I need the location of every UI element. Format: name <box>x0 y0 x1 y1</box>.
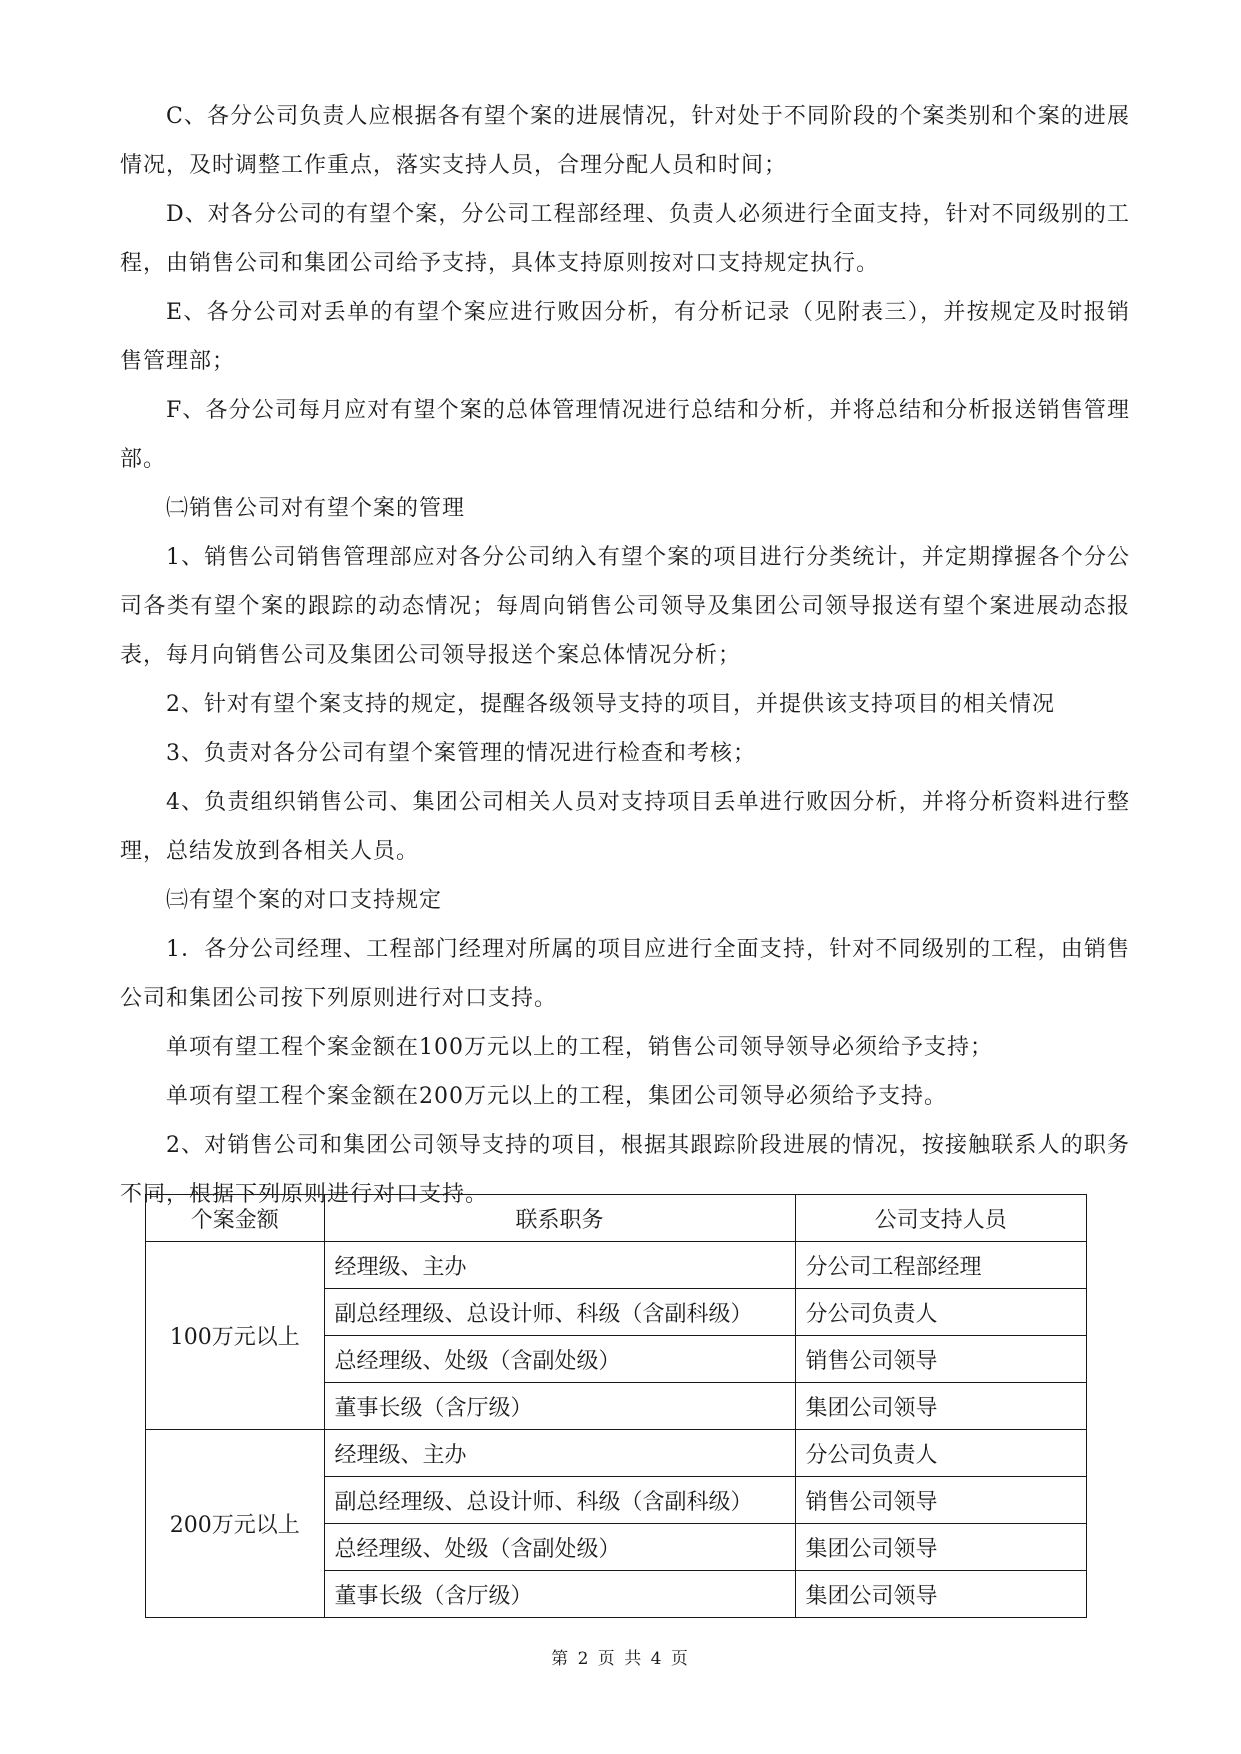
table-row <box>146 1430 1087 1477</box>
header-person: 公司支持人员 <box>795 1195 1086 1242</box>
position-cell: 总经理级、处级（含副处级） <box>324 1336 795 1383</box>
position-cell: 董事长级（含厅级） <box>324 1571 795 1618</box>
position-cell: 董事长级（含厅级） <box>324 1383 795 1430</box>
header-position: 联系职务 <box>324 1195 795 1242</box>
position-cell: 副总经理级、总设计师、科级（含副科级） <box>324 1477 795 1524</box>
paragraph-3-1: 1．各分公司经理、工程部门经理对所属的项目应进行全面支持，针对不同级别的工程，由销售公司和集团公司按下列原则进行对口支持。 <box>120 937 1130 1011</box>
person-cell: 销售公司领导 <box>795 1477 1086 1524</box>
position-cell: 经理级、主办 <box>324 1430 795 1477</box>
table-header-row <box>146 1195 1087 1242</box>
person-cell: 集团公司领导 <box>795 1383 1086 1430</box>
person-cell: 集团公司领导 <box>795 1571 1086 1618</box>
paragraph-2-2: 2、针对有望个案支持的规定，提醒各级领导支持的项目，并提供该支持项目的相关情况 <box>166 692 1055 717</box>
person-cell: 分公司负责人 <box>795 1430 1086 1477</box>
paragraph-d: D、对各分公司的有望个案，分公司工程部经理、负责人必须进行全面支持，针对不同级别的工程，由销售公司和集团公司给予支持，具体支持原则按对口支持规定执行。 <box>120 202 1130 276</box>
person-cell: 集团公司领导 <box>795 1524 1086 1571</box>
person-cell: 分公司工程部经理 <box>795 1242 1086 1289</box>
person-cell: 销售公司领导 <box>795 1336 1086 1383</box>
paragraph-f: F、各分公司每月应对有望个案的总体管理情况进行总结和分析，并将总结和分析报送销售管理部。 <box>120 398 1130 472</box>
position-cell: 副总经理级、总设计师、科级（含副科级） <box>324 1289 795 1336</box>
paragraph-3-2: 2、对销售公司和集团公司领导支持的项目，根据其跟踪阶段进展的情况，按接触联系人的职务不同，根据下列原则进行对口支持。 <box>120 1133 1130 1207</box>
person-cell: 分公司负责人 <box>795 1289 1086 1336</box>
table-row <box>146 1242 1087 1289</box>
rule-200w: 单项有望工程个案金额在200万元以上的工程，集团公司领导必须给予支持。 <box>166 1084 947 1109</box>
rule-100w: 单项有望工程个案金额在100万元以上的工程，销售公司领导领导必须给予支持； <box>166 1035 993 1060</box>
amount-cell: 200万元以上 <box>146 1430 325 1618</box>
page-footer: 第 2 页 共 4 页 <box>551 1649 690 1669</box>
paragraph-2-1: 1、销售公司销售管理部应对各分公司纳入有望个案的项目进行分类统计，并定期撑握各个分公司各类有望个案的跟踪的动态情况；每周向销售公司领导及集团公司领导报送有望个案进展动态报表，每月向销售公司及集团公司领导报送个案总体情况分析； <box>120 545 1130 668</box>
body-text <box>120 92 1130 1219</box>
support-table <box>145 1194 1087 1618</box>
position-cell: 总经理级、处级（含副处级） <box>324 1524 795 1571</box>
section-heading-3: ㈢有望个案的对口支持规定 <box>166 888 443 913</box>
header-amount: 个案金额 <box>146 1195 325 1242</box>
paragraph-e: E、各分公司对丢单的有望个案应进行败因分析，有分析记录（见附表三），并按规定及时报销售管理部； <box>120 300 1130 374</box>
position-cell: 经理级、主办 <box>324 1242 795 1289</box>
section-heading-2: ㈡销售公司对有望个案的管理 <box>166 496 466 521</box>
paragraph-2-4: 4、负责组织销售公司、集团公司相关人员对支持项目丢单进行败因分析，并将分析资料进行整理，总结发放到各相关人员。 <box>120 790 1130 864</box>
paragraph-c: C、各分公司负责人应根据各有望个案的进展情况，针对处于不同阶段的个案类别和个案的进展情况，及时调整工作重点，落实支持人员，合理分配人员和时间； <box>120 104 1130 178</box>
paragraph-2-3: 3、负责对各分公司有望个案管理的情况进行检查和考核； <box>166 741 756 766</box>
amount-cell: 100万元以上 <box>146 1242 325 1430</box>
